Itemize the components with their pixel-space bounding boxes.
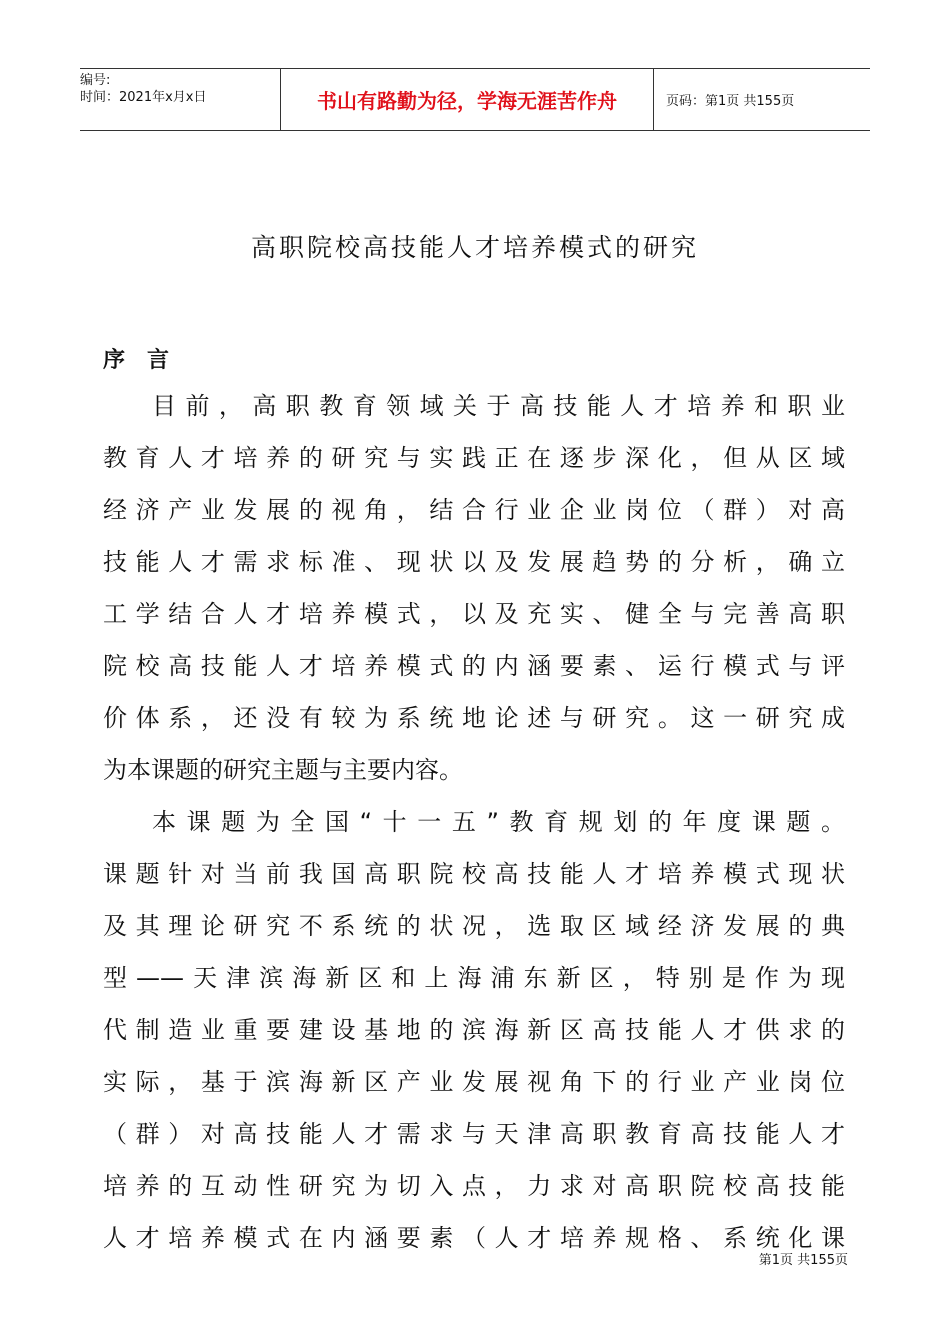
text-line: 人才培养模式在内涵要素（人才培养规格、系统化课 — [103, 1224, 845, 1252]
text-line: 技能人才需求标准、现状以及发展趋势的分析，确立 — [103, 548, 845, 576]
text-line: 实际，基于滨海新区产业发展视角下的行业产业岗位 — [103, 1068, 845, 1096]
document-time-label: 时间：2021年x月x日 — [80, 90, 207, 105]
text-line: 为本课题的研究主题与主要内容。 — [103, 756, 463, 784]
header-right-cell — [654, 69, 870, 130]
text-line: 院校高技能人才培养模式的内涵要素、运行模式与评 — [103, 652, 845, 680]
text-line: 教育人才培养的研究与实践正在逐步深化，但从区域 — [103, 444, 845, 472]
header-table — [80, 68, 870, 131]
text-line: 培养的互动性研究为切入点，力求对高职院校高技能 — [103, 1172, 845, 1200]
section-heading: 序 言 — [103, 348, 170, 373]
text-line: 型——天津滨海新区和上海浦东新区，特别是作为现 — [103, 964, 845, 992]
text-line: 本课题为全国“十一五”教育规划的年度课题。 — [152, 808, 845, 836]
paragraph-1 — [103, 380, 845, 796]
document-body — [103, 380, 845, 1264]
page-footer: 第1页 共155页 — [758, 1253, 848, 1268]
header-left-cell — [80, 69, 280, 130]
text-line: 价体系，还没有较为系统地论述与研究。这一研究成 — [103, 704, 845, 732]
text-line: 工学结合人才培养模式，以及充实、健全与完善高职 — [103, 600, 845, 628]
document-title: 高职院校高技能人才培养模式的研究 — [250, 233, 699, 262]
text-line: 及其理论研究不系统的状况，选取区域经济发展的典 — [103, 912, 845, 940]
text-line: 经济产业发展的视角，结合行业企业岗位（群）对高 — [103, 496, 845, 524]
document-number-label: 编号: — [80, 73, 111, 88]
text-line: 课题针对当前我国高职院校高技能人才培养模式现状 — [103, 860, 845, 888]
paragraph-2 — [103, 796, 845, 1264]
text-line: 目前，高职教育领域关于高技能人才培养和职业 — [152, 392, 845, 420]
text-line: （群）对高技能人才需求与天津高职教育高技能人才 — [103, 1120, 845, 1148]
text-line: 代制造业重要建设基地的滨海新区高技能人才供求的 — [103, 1016, 845, 1044]
header-motto: 书山有路勤为径，学海无涯苦作舟 — [280, 69, 654, 130]
header-page-label: 页码：第1页 共155页 — [666, 94, 795, 109]
